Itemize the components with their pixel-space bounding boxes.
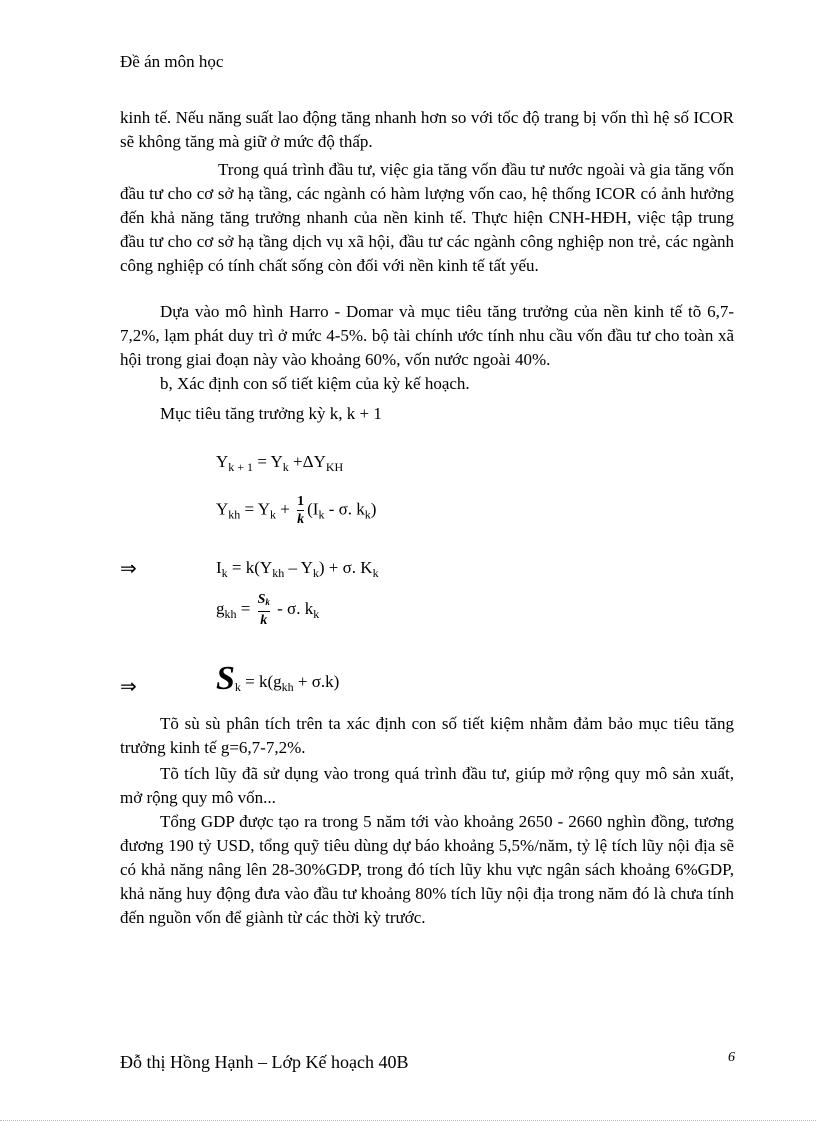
paragraph-3 — [120, 300, 734, 372]
paragraph-8 — [120, 810, 734, 930]
paragraph-text: Trong quá trình đầu tư, việc gia tăng vốn đầu tư nước ngoài và gia tăng vốn đầu tư cho cơ sở hạ tầng, các ngành có hàm lượng vốn cao, hệ thống ICOR có ảnh hưởng đến khả năng tăng trưởng nhanh của nền kinh tế. Thực hiện CNH-HĐH, việc tập trung đầu tư cho cơ sở hạ tầng dịch vụ xã hội, đầu tư các ngành công nghiệp non trẻ, các ngành công nghiệp có tính chất sống còn đối với nền kinh tế tất yếu. — [120, 160, 734, 275]
implies-arrow-icon: ⇒ — [120, 558, 137, 580]
paragraph-text: Tõ tích lũy đã sử dụng vào trong quá trình đầu tư, giúp mở rộng quy mô sản xuất, mở rộng quy mô vốn... — [120, 764, 734, 807]
paragraph-5 — [120, 402, 734, 426]
paragraph-2 — [120, 158, 734, 278]
equation-1: $Y_{k + 1} = Y_k +\Delta Y_{KH}$ — [216, 452, 344, 474]
fraction: $\frac{S_k}{k}$ — [257, 592, 270, 628]
equation-5: $S_k = k(g_{kh} + \sigma.k)$ — [216, 660, 340, 697]
paragraph-4 — [120, 372, 734, 396]
paragraph-text: kinh tế. Nếu năng suất lao động tăng nhanh hơn so với tốc độ trang bị vốn thì hệ số ICOR sẽ không tăng mà giữ ở mức độ thấp. — [120, 108, 734, 151]
page-number: 6 — [728, 1050, 735, 1065]
paragraph-7 — [120, 762, 734, 810]
equation-2: $Y_{kh} = Y_k$ + $\frac{1}{k}$ ($I_k$ - σ. $k_k$) — [216, 494, 377, 527]
equation-4: $g_{kh}$ = $\frac{S_k}{k}$ - σ. $k_k$ — [216, 592, 320, 628]
equation-3: $I_k = k(Y_{kh} - Y_k) + \sigma$. $K_k$ — [216, 558, 379, 580]
page-footer: Đỗ thị Hồng Hạnh – Lớp Kế hoạch 40B — [120, 1052, 409, 1072]
section-heading: b, Xác định con số tiết kiệm của kỳ kế hoạch. — [160, 374, 470, 393]
paragraph-6 — [120, 712, 734, 760]
paragraph-text: Tổng GDP được tạo ra trong 5 năm tới vào khoảng 2650 - 2660 nghìn đồng, tương đương 190 tỷ USD, tổng quỹ tiêu dùng dự báo khoảng 5,5%/năm, tỷ lệ tích lũy nội địa sẽ có khả năng nâng lên 28-30%GDP, trong đó tích lũy khu vực ngân sách khoảng 6%GDP, khả năng huy động đưa vào đầu tư khoảng 80% tích lũy nội địa trong năm đó là chưa tính đến nguồn vốn để giành từ các thời kỳ trước. — [120, 812, 734, 927]
paragraph-text: Dựa vào mô hình Harro - Domar và mục tiêu tăng trưởng của nền kinh tế tõ 6,7-7,2%, lạm phát duy trì ở mức 4-5%. bộ tài chính ước tính nhu cầu vốn đầu tư cho toàn xã hội trong giai đoạn này vào khoảng 60%, vốn nước ngoài 40%. — [120, 302, 734, 369]
page-bottom-divider — [0, 1120, 816, 1121]
fraction: $\frac{1}{k}$ — [297, 494, 305, 527]
paragraph-text: Tõ sù sù phân tích trên ta xác định con số tiết kiệm nhằm đảm bảo mục tiêu tăng trưởng kinh tế g=6,7-7,2%. — [120, 714, 734, 757]
paragraph-1 — [120, 106, 734, 154]
page-header: Đề án môn học — [120, 52, 224, 71]
paragraph-text: Mục tiêu tăng trưởng kỳ k, k + 1 — [160, 404, 382, 423]
implies-arrow-icon: ⇒ — [120, 676, 137, 698]
